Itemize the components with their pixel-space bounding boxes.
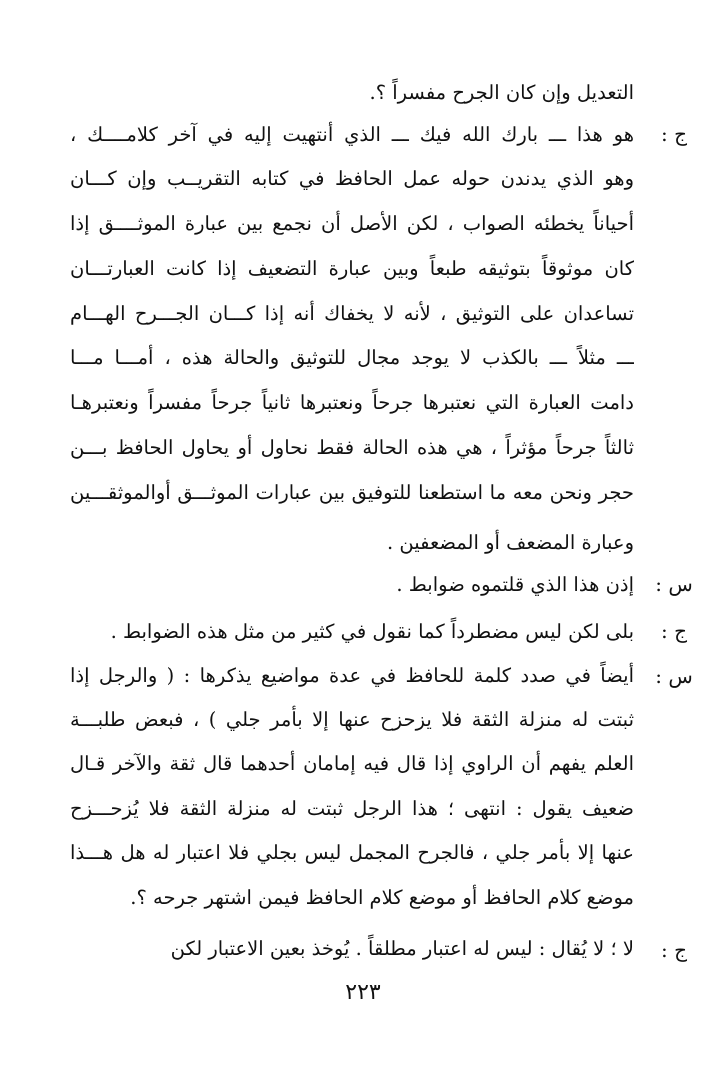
text-line: ـــ مثلاً ـــ بالكذب لا يوجد مجال للتوثيق والحالة هذه ، أمـــا مـــا <box>70 346 634 369</box>
text-line: وعبارة المضعف أو المضعفين . <box>386 531 634 554</box>
text-line: هو هذا ـــ بارك الله فيك ـــ الذي أنتهيت إليه في آخر كلامــــك ، <box>70 123 634 146</box>
text-line: حجر ونحن معه ما استطعنا للتوفيق بين عبارات الموثـــق أوالموثقـــين <box>70 481 634 504</box>
text-line: أحياناً يخطئه الصواب ، لكن الأصل أن نجمع بين عبارة الموثــــق إذا <box>70 212 634 235</box>
text-line: ثالثاً جرحاً مؤثراً ، هي هذه الحالة فقط نحاول أو يحاول الحافظ بـــن <box>70 436 634 459</box>
text-line: موضع كلام الحافظ أو موضع كلام الحافظ فيمن اشتهر جرحه ؟. <box>130 886 634 909</box>
text-line: التعديل وإن كان الجرح مفسراً ؟. <box>369 81 634 104</box>
text-line: لا ؛ لا يُقال : ليس له اعتبار مطلقاً . يُوخذ بعين الاعتبار لكن <box>170 937 634 960</box>
question-marker: س : <box>655 664 693 688</box>
text-line: العلم يفهم أن الراوي إذا قال فيه إمامان أحدهما قال ثقة والآخر قـال <box>70 752 634 775</box>
page-number: ٢٢٣ <box>345 980 381 1005</box>
answer-marker: ج : <box>660 122 687 146</box>
text-line: ضعيف يقول : انتهى ؛ هذا الرجل ثبتت له منزلة الثقة فلا يُزحـــزح <box>70 797 634 820</box>
text-line: إذن هذا الذي قلتموه ضوابط . <box>396 573 634 596</box>
text-line: بلى لكن ليس مضطرداً كما نقول في كثير من مثل هذه الضوابط . <box>110 620 634 643</box>
text-line: دامت العبارة التي نعتبرها جرحاً ونعتبرها ثانياً جرحاً مفسراً ونعتبرهـا <box>70 391 634 414</box>
answer-marker: ج : <box>660 619 687 643</box>
answer-marker: ج : <box>660 938 687 962</box>
text-line: تساعدان على التوثيق ، لأنه لا يخفاك أنه إذا كـــان الجـــرح الهـــام <box>70 302 634 325</box>
text-line: كان موثوقاً بتوثيقه طبعاً وبين عبارة التضعيف إذا كانت العبارتـــان <box>70 257 634 280</box>
text-line: وهو الذي يدندن حوله عمل الحافظ في كتابه التقريــب وإن كـــان <box>70 167 634 190</box>
question-marker: س : <box>655 572 693 596</box>
text-line: أيضاً في صدد كلمة للحافظ في عدة مواضيع يذكرها : ( والرجل إذا <box>70 664 634 687</box>
text-line: عنها إلا بأمر جلي ، فالجرح المجمل ليس بجلي فلا اعتبار له هل هـــذا <box>70 841 634 864</box>
text-line: ثبتت له منزلة الثقة فلا يزحزح عنها إلا بأمر جلي ) ، فبعض طلبـــة <box>70 708 634 731</box>
